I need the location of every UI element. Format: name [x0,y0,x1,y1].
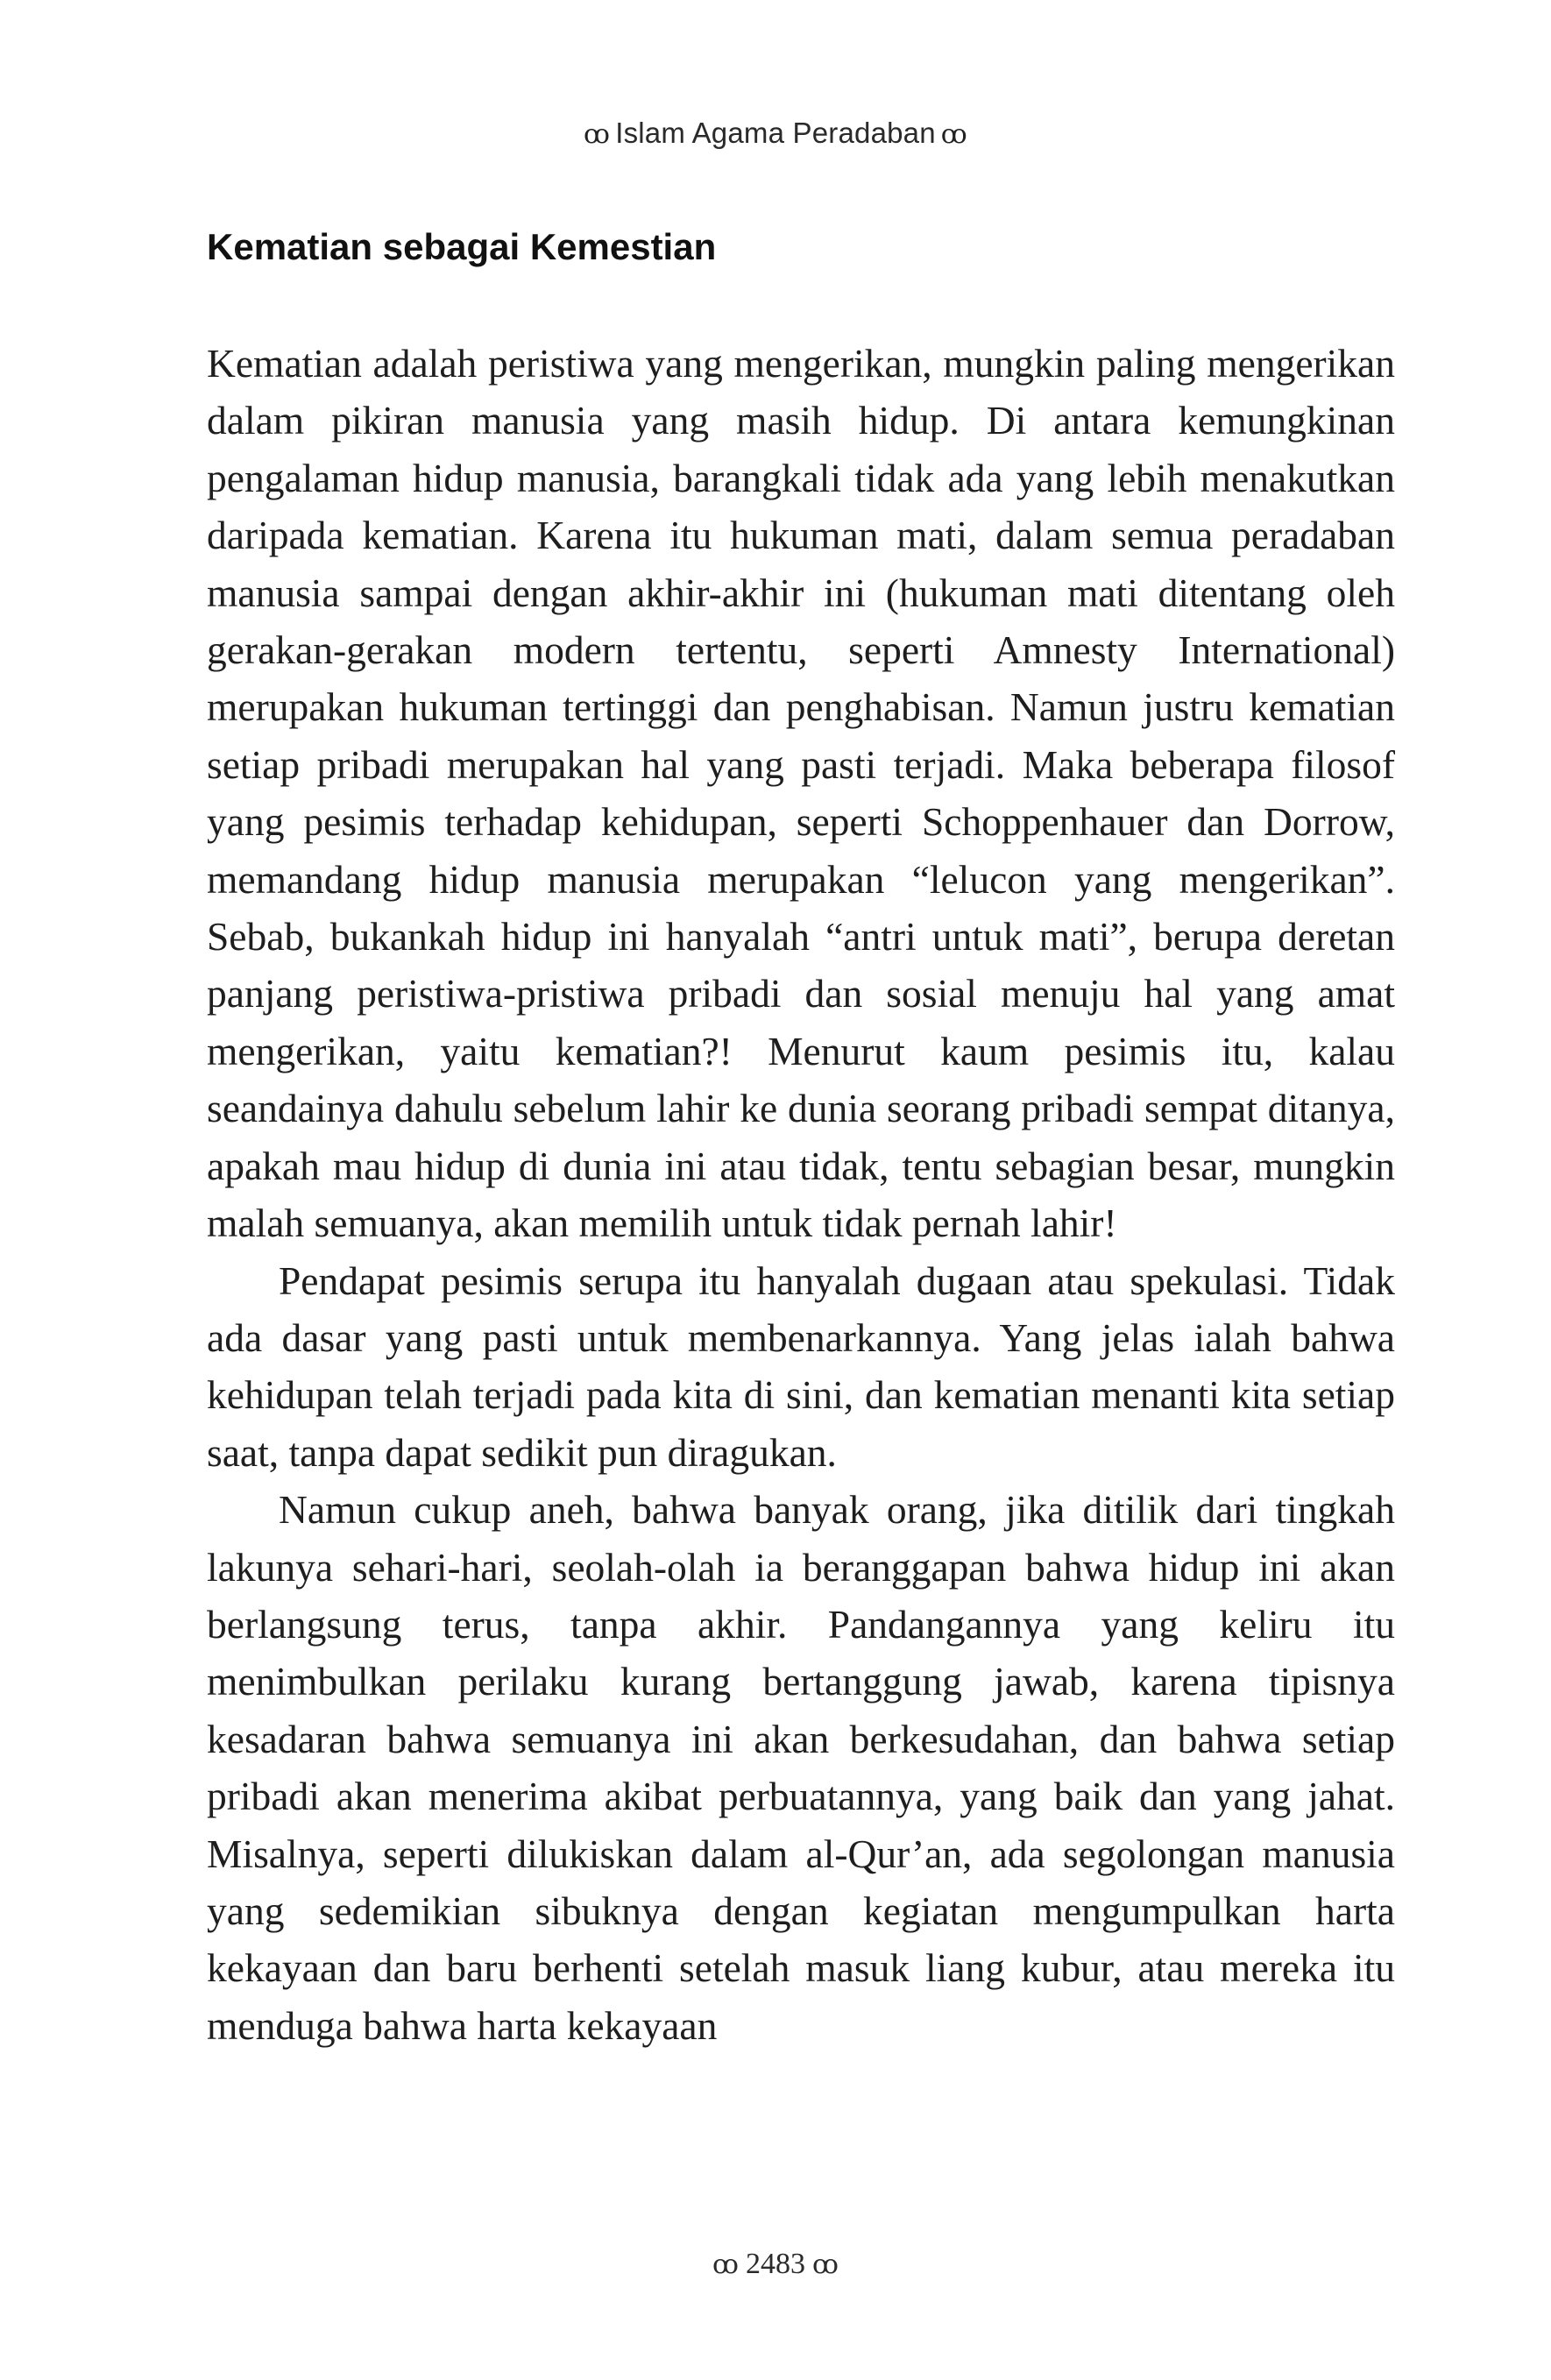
running-header [0,117,1551,150]
page-footer [0,2248,1551,2281]
paragraph: Pendapat pesimis serupa itu hanyalah dugaan atau spekulasi. Tidak ada dasar yang pasti untuk membenarkannya. Yang jelas ialah bahwa kehidupan telah terjadi pada kita di sini, dan kematian menanti kita setiap saat, tanpa dapat sedikit pun diragukan. [207,1257,1395,1475]
page-number: 2483 [746,2248,805,2280]
paragraph: Namun cukup aneh, bahwa banyak orang, jika ditilik dari tingkah lakunya sehari-hari, seolah-olah ia beranggapan bahwa hidup ini akan berlangsung terus, tanpa akhir. Pandangannya yang keliru itu menimbulkan perilaku kurang bertanggung jawab, karena tipisnya kesadaran bahwa semuanya ini akan berkesudahan, dan bahwa setiap pribadi akan menerima akibat perbuatannya, yang baik dan yang jahat. Misalnya, seperti dilukiskan dalam al-Qur’an, ada segolongan manusia yang sedemikian sibuknya dengan kegiatan mengumpulkan harta kekayaan dan baru berhenti setelah masuk liang kubur, atau mereka itu menduga bahwa harta kekayaan [207,1487,1395,2048]
ornament-left-icon: ꝏ [584,119,611,150]
body-text [207,335,1395,2054]
section-title: Kematian sebagai Kemestian [207,226,717,267]
paragraph: Kematian adalah peristiwa yang mengerikan, mungkin paling mengerikan dalam pikiran manusia yang masih hidup. Di antara kemungkinan pengalaman hidup manusia, barangkali tidak ada yang lebih menakutkan daripada kematian. Karena itu hukuman mati, dalam semua peradaban manusia sampai dengan akhir-akhir ini (hukuman mati ditentang oleh gerakan-gerakan modern tertentu, seperti Amnesty International) merupakan hukuman tertinggi dan penghabisan. Namun justru kematian setiap pribadi merupakan hal yang pasti terjadi. Maka beberapa filosof yang pesimis terhadap kehidupan, seperti Schoppenhauer dan Dorrow, memandang hidup manusia merupakan “lelucon yang mengerikan”. Sebab, bukankah hidup ini hanyalah “antri untuk mati”, berupa deretan panjang peristiwa-pristiwa pribadi dan sosial menuju hal yang amat mengerikan, yaitu kematian?! Menurut kaum pesimis itu, kalau seandainya dahulu sebelum lahir ke dunia seorang pribadi sempat ditanya, apakah mau hidup di dunia ini atau tidak, tentu sebagian besar, mungkin malah semuanya, akan memilih untuk tidak pernah lahir! [207,341,1395,1246]
ornament-right-icon: ꝏ [812,2249,839,2280]
ornament-right-icon: ꝏ [940,119,967,150]
book-title: Islam Agama Peradaban [615,117,936,149]
ornament-left-icon: ꝏ [712,2249,739,2280]
